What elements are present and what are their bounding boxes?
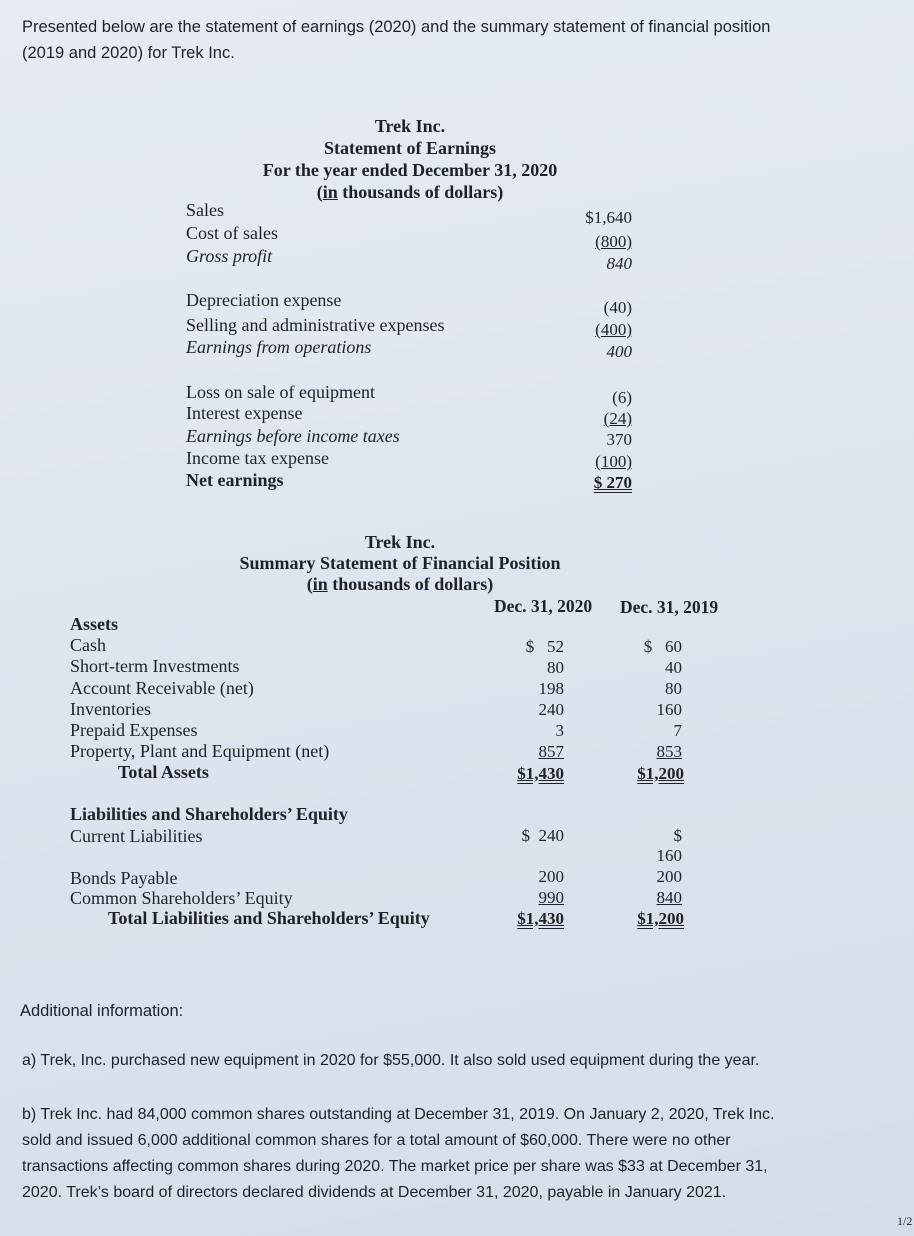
earnings-label-loss-equipment: Loss on sale of equipment [186,382,375,402]
asset-2019-short-term-investments: 40 [665,658,682,677]
earnings-value-net-earnings: $ 270 [593,473,632,492]
total-liabilities-equity-2019: $1,200 [637,909,684,928]
earnings-units-rest: thousands of dollars) [337,182,504,202]
earnings-value-before-taxes: 370 [606,430,632,449]
earnings-value-sales: $1,640 [585,208,632,227]
asset-label-ppe: Property, Plant and Equipment (net) [70,741,330,761]
bonds-payable-2019: 200 [656,867,682,886]
earnings-label-depreciation: Depreciation expense [186,290,342,310]
asset-2019-inventories: 160 [656,700,682,719]
earnings-label-interest: Interest expense [186,403,303,423]
position-title-units: (in thousands of dollars) [306,574,494,594]
position-title-company: Trek Inc. [364,532,436,552]
total-assets-label: Total Assets [118,762,209,782]
earnings-value-cost-of-sales: (800) [595,232,632,251]
earnings-title-company: Trek Inc. [374,116,446,136]
position-title-statement: Summary Statement of Financial Position [239,553,561,573]
earnings-label-sales: Sales [186,200,224,220]
earnings-title-period: For the year ended December 31, 2020 [262,160,558,180]
earnings-value-income-tax: (100) [595,452,632,471]
intro-text: Presented below are the statement of earnings (2020) and the summary statement of financial position (2019 and 2020) for Trek Inc. [22,18,771,62]
earnings-label-cost-of-sales: Cost of sales [186,223,278,243]
asset-2019-ppe: 853 [656,742,682,761]
asset-2020-ppe: 857 [538,742,564,761]
asset-2019-prepaid: 7 [673,721,682,740]
shareholders-equity-2020: 990 [538,888,564,907]
asset-2019-accounts-receivable: 80 [665,679,682,698]
earnings-title-statement: Statement of Earnings [324,138,496,158]
earnings-value-loss-equipment: (6) [612,388,632,407]
earnings-value-selling-admin: (400) [595,320,632,339]
page-number: 1/2 [897,1214,913,1228]
asset-2020-cash: $ 52 [525,637,564,656]
asset-label-accounts-receivable: Account Receivable (net) [70,678,254,698]
shareholders-equity-2019: 840 [656,888,682,907]
column-header-2020: Dec. 31, 2020 [494,596,593,616]
earnings-label-selling-admin: Selling and administrative expenses [186,315,445,335]
additional-info-a: a) Trek, Inc. purchased new equipment in 2020 for $55,000. It also sold used equipment during the year. [22,1052,760,1069]
position-units-rest: thousands of dollars) [327,574,494,594]
asset-2019-cash: $ 60 [643,637,682,656]
earnings-label-income-tax: Income tax expense [186,448,329,468]
current-liabilities-label: Current Liabilities [70,826,203,846]
assets-header: Assets [70,614,118,634]
total-liabilities-equity-label: Total Liabilities and Shareholders’ Equity [108,908,430,928]
total-assets-2020: $1,430 [517,764,564,783]
earnings-title-units: (in thousands of dollars) [316,182,504,202]
current-liabilities-2020: $ 240 [521,826,564,845]
column-header-2019: Dec. 31, 2019 [620,597,719,617]
earnings-label-gross-profit: Gross profit [186,246,273,266]
shareholders-equity-label: Common Shareholders’ Equity [70,888,293,908]
earnings-value-gross-profit: 840 [606,254,632,273]
additional-info-header: Additional information: [20,1002,184,1020]
earnings-label-net-earnings: Net earnings [186,470,284,490]
total-assets-2019: $1,200 [637,764,684,783]
bonds-payable-2020: 200 [538,867,564,886]
asset-label-short-term-investments: Short-term Investments [70,656,240,676]
earnings-value-operations: 400 [606,342,632,361]
asset-label-inventories: Inventories [70,699,151,719]
asset-label-prepaid: Prepaid Expenses [70,720,198,740]
additional-info-b: b) Trek Inc. had 84,000 common shares outstanding at December 31, 2019. On January 2, 2020, Trek Inc. sold and issued 6,000 additional common shares for a total amount of $60,000. There were no other transactions affecting common shares during 2020. The market price per share was $33 at December 31, 2020. Trek’s board of directors declared dividends at December 31, 2020, payable in January 2021. [22,1106,775,1201]
total-liabilities-equity-2020: $1,430 [517,909,564,928]
asset-label-cash: Cash [70,635,106,655]
earnings-label-operations: Earnings from operations [186,337,372,357]
asset-2020-inventories: 240 [538,700,564,719]
liabilities-header: Liabilities and Shareholders’ Equity [70,804,348,824]
position-units-in: in [312,574,328,594]
asset-2020-accounts-receivable: 198 [538,679,564,698]
current-liabilities-2019: 160 [656,846,682,865]
current-liabilities-2019-dollar: $ [673,826,682,845]
bonds-payable-label: Bonds Payable [70,868,178,888]
earnings-value-interest: (24) [603,409,632,428]
earnings-value-depreciation: (40) [603,298,632,317]
asset-2020-short-term-investments: 80 [547,658,564,677]
asset-2020-prepaid: 3 [555,721,564,740]
earnings-label-before-taxes: Earnings before income taxes [186,426,400,446]
earnings-units-in: in [322,182,338,202]
